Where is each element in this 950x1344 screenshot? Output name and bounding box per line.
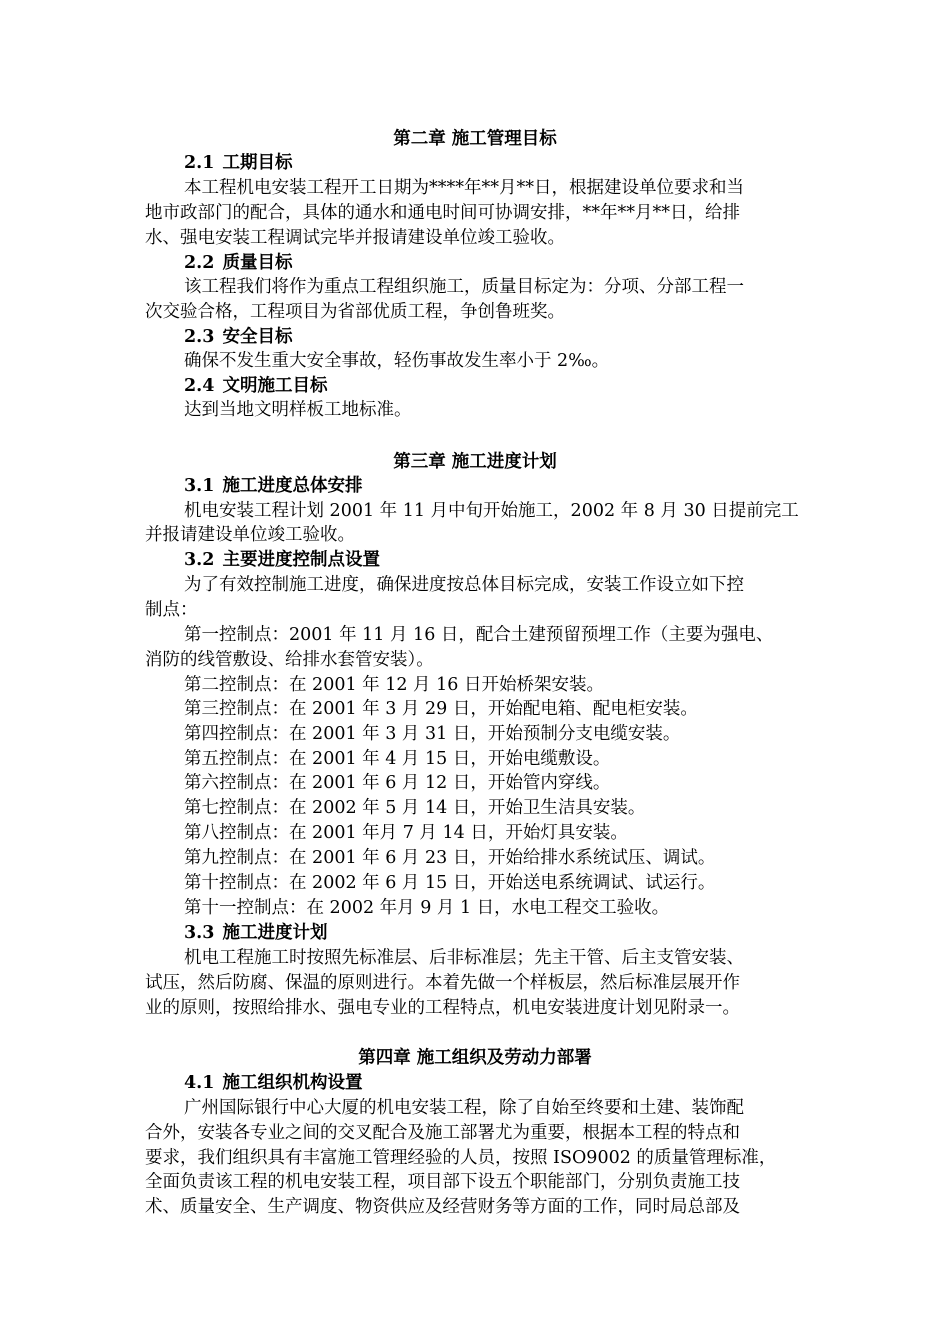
paragraph-line: 试压，然后防腐、保温的原则进行。本着先做一个样板层，然后标准层展开作: [145, 973, 740, 993]
section-title: 工期目标: [222, 153, 293, 173]
section-title: 文明施工目标: [222, 376, 328, 396]
paragraph-line: 为了有效控制施工进度，确保进度按总体目标完成，安装工作设立如下控: [184, 575, 744, 595]
control-point-line: 第四控制点：在 2001 年 3 月 31 日，开始预制分支电缆安装。: [184, 724, 681, 744]
control-point-line: 第五控制点：在 2001 年 4 月 15 日，开始电缆敷设。: [184, 749, 611, 769]
paragraph-line: 术、质量安全、生产调度、物资供应及经营财务等方面的工作，同时局总部及: [145, 1197, 740, 1217]
control-point-line: 第九控制点：在 2001 年 6 月 23 日，开始给排水系统试压、调试。: [184, 848, 716, 868]
section-4-1-heading: [184, 1071, 362, 1095]
paragraph-line: 广州国际银行中心大厦的机电安装工程，除了自始至终要和土建、装饰配: [184, 1098, 744, 1118]
control-point-line: 消防的线管敷设、给排水套管安装）。: [145, 650, 434, 670]
section-2-3-heading: [184, 325, 292, 349]
section-number: 3.3: [184, 923, 215, 943]
paragraph-line: 要求，我们组织具有丰富施工管理经验的人员，按照 ISO9002 的质量管理标准，: [145, 1148, 777, 1168]
section-title: 安全目标: [222, 327, 293, 347]
paragraph-line: 该工程我们将作为重点工程组织施工，质量目标定为：分项、分部工程一: [184, 277, 744, 297]
section-2-1-heading: [184, 151, 292, 175]
paragraph-line: 地市政部门的配合，具体的通水和通电时间可协调安排，**年**月**日，给排: [145, 203, 740, 223]
section-3-1-heading: [184, 474, 362, 498]
paragraph-line: 合外，安装各专业之间的交叉配合及施工部署尤为重要，根据本工程的特点和: [145, 1123, 740, 1143]
section-2-2-heading: [184, 251, 292, 275]
paragraph-line: 业的原则，按照给排水、强电专业的工程特点，机电安装进度计划见附录一。: [145, 998, 740, 1018]
control-point-line: 第一控制点：2001 年 11 月 16 日，配合土建预留预埋工作（主要为强电、: [184, 625, 774, 645]
section-title: 施工进度总体安排: [222, 476, 363, 496]
control-point-line: 第八控制点：在 2001 年月 7 月 14 日，开始灯具安装。: [184, 823, 628, 843]
section-number: 2.1: [184, 153, 215, 173]
section-title: 施工组织机构设置: [222, 1073, 363, 1093]
control-point-line: 第七控制点：在 2002 年 5 月 14 日，开始卫生洁具安装。: [184, 798, 646, 818]
section-number: 4.1: [184, 1073, 215, 1093]
chapter-2-title: 第二章 施工管理目标: [393, 129, 557, 149]
paragraph-line: 水、强电安装工程调试完毕并报请建设单位竣工验收。: [145, 228, 565, 248]
section-number: 2.4: [184, 376, 215, 396]
paragraph-line: 达到当地文明样板工地标准。: [184, 400, 412, 420]
section-number: 2.3: [184, 327, 215, 347]
paragraph-line: 全面负责该工程的机电安装工程，项目部下设五个职能部门，分别负责施工技: [145, 1172, 740, 1192]
control-point-line: 第十一控制点：在 2002 年月 9 月 1 日，水电工程交工验收。: [184, 898, 670, 918]
paragraph-line: 本工程机电安装工程开工日期为****年**月**日，根据建设单位要求和当: [184, 178, 744, 198]
paragraph-line: 机电工程施工时按照先标准层、后非标准层；先主干管、后主支管安装、: [184, 948, 744, 968]
paragraph-line: 制点：: [145, 600, 198, 620]
section-number: 2.2: [184, 253, 215, 273]
chapter-4-title: 第四章 施工组织及劳动力部署: [358, 1048, 592, 1068]
paragraph-line: 次交验合格，工程项目为省部优质工程，争创鲁班奖。: [145, 302, 565, 322]
control-point-line: 第六控制点：在 2001 年 6 月 12 日，开始管内穿线。: [184, 773, 611, 793]
section-3-3-heading: [184, 921, 327, 945]
section-title: 施工进度计划: [222, 923, 328, 943]
control-point-line: 第二控制点：在 2001 年 12 月 16 日开始桥架安装。: [184, 675, 604, 695]
section-number: 3.2: [184, 550, 215, 570]
control-point-line: 第十控制点：在 2002 年 6 月 15 日，开始送电系统调试、试运行。: [184, 873, 716, 893]
section-title: 质量目标: [222, 253, 293, 273]
chapter-3-title: 第三章 施工进度计划: [393, 452, 557, 472]
paragraph-line: 确保不发生重大安全事故，轻伤事故发生率小于 2‰。: [184, 351, 610, 371]
paragraph-line: 并报请建设单位竣工验收。: [145, 525, 355, 545]
section-title: 主要进度控制点设置: [222, 550, 380, 570]
control-point-line: 第三控制点：在 2001 年 3 月 29 日，开始配电箱、配电柜安装。: [184, 699, 698, 719]
section-2-4-heading: [184, 374, 327, 398]
section-3-2-heading: [184, 548, 380, 572]
section-number: 3.1: [184, 476, 215, 496]
paragraph-line: 机电安装工程计划 2001 年 11 月中旬开始施工，2002 年 8 月 30 日提前完工: [184, 501, 799, 521]
